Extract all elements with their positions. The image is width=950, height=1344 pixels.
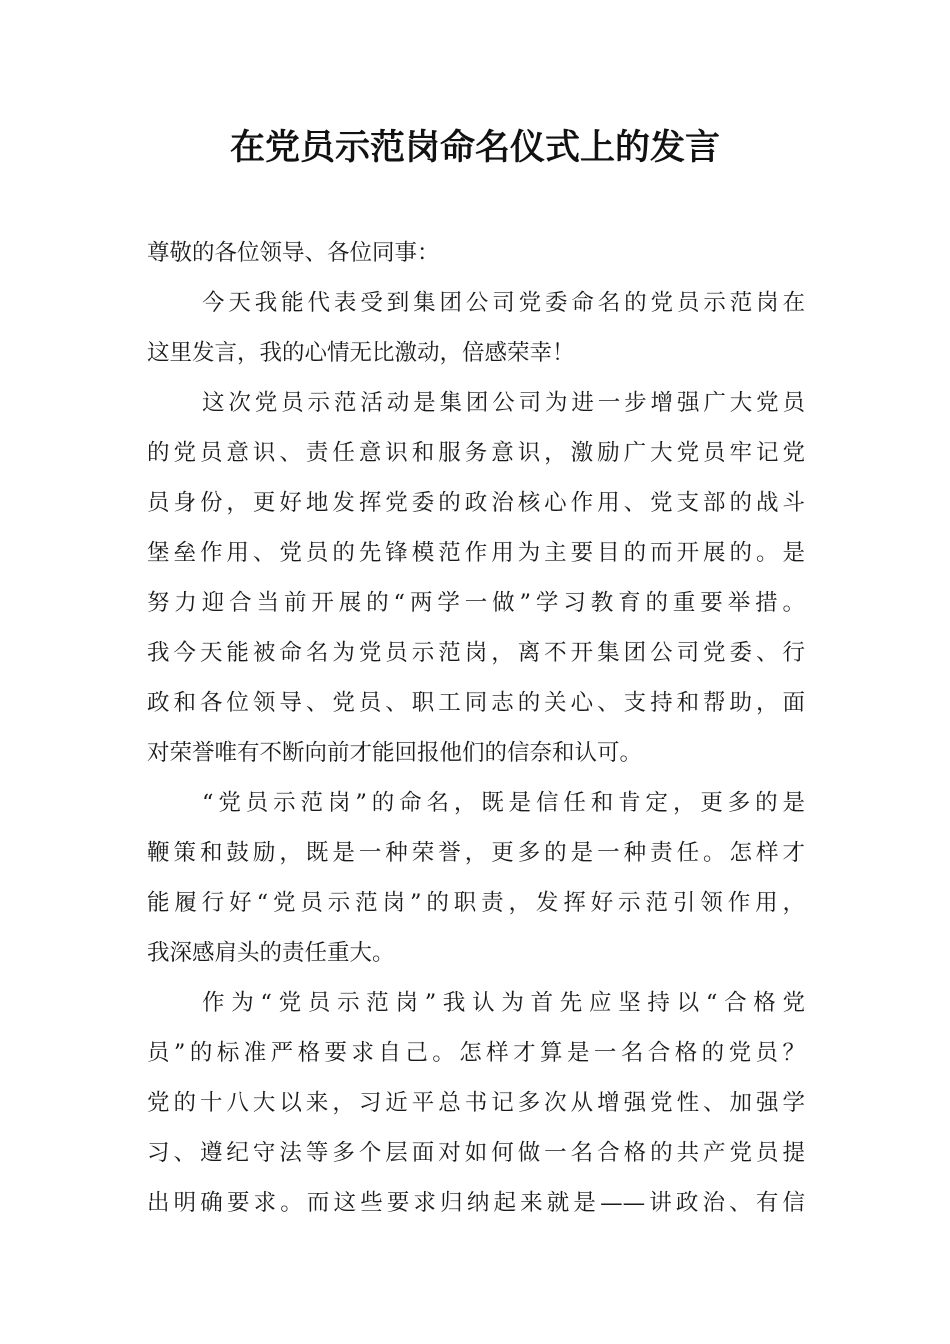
paragraph-line: 我今天能被命名为党员示范岗，离不开集团公司党委、行 — [147, 640, 805, 666]
paragraph-line: 习、遵纪守法等多个层面对如何做一名合格的共产党员提 — [147, 1140, 805, 1166]
paragraph-line: 员”的标准严格要求自己。怎样才算是一名合格的党员？ — [147, 1040, 805, 1066]
paragraph-line: 今天我能代表受到集团公司党委命名的党员示范岗在 — [202, 290, 805, 316]
document-body — [147, 228, 805, 1228]
paragraph-line: 鞭策和鼓励，既是一种荣誉，更多的是一种责任。怎样才 — [147, 840, 805, 866]
paragraph-line: 堡垒作用、党员的先锋模范作用为主要目的而开展的。是 — [147, 540, 805, 566]
paragraph-line: 党的十八大以来，习近平总书记多次从增强党性、加强学 — [147, 1090, 805, 1116]
paragraph-line: 努力迎合当前开展的“两学一做”学习教育的重要举措。 — [147, 590, 805, 616]
paragraph-line: 这里发言，我的心情无比激动，倍感荣幸！ — [147, 340, 575, 366]
paragraph-line: 的党员意识、责任意识和服务意识，激励广大党员牢记党 — [147, 440, 805, 466]
paragraph-line: 政和各位领导、党员、职工同志的关心、支持和帮助，面 — [147, 690, 805, 716]
paragraph-line: 员身份，更好地发挥党委的政治核心作用、党支部的战斗 — [147, 490, 805, 516]
paragraph-line: 作为“党员示范岗”我认为首先应坚持以“合格党 — [202, 990, 805, 1016]
paragraph-line: 对荣誉唯有不断向前才能回报他们的信奈和认可。 — [147, 740, 643, 766]
document-title: 在党员示范岗命名仪式上的发言 — [229, 127, 720, 168]
paragraph-line: 能履行好“党员示范岗”的职责，发挥好示范引领作用， — [147, 890, 805, 916]
paragraph-line: “党员示范岗”的命名，既是信任和肯定，更多的是 — [202, 790, 805, 816]
paragraph-line: 出明确要求。而这些要求归纳起来就是——讲政治、有信 — [147, 1190, 805, 1216]
paragraph-line: 我深感肩头的责任重大。 — [147, 940, 395, 966]
salutation-line: 尊敬的各位领导、各位同事： — [147, 240, 440, 266]
paragraph-line: 这次党员示范活动是集团公司为进一步增强广大党员 — [202, 390, 805, 416]
